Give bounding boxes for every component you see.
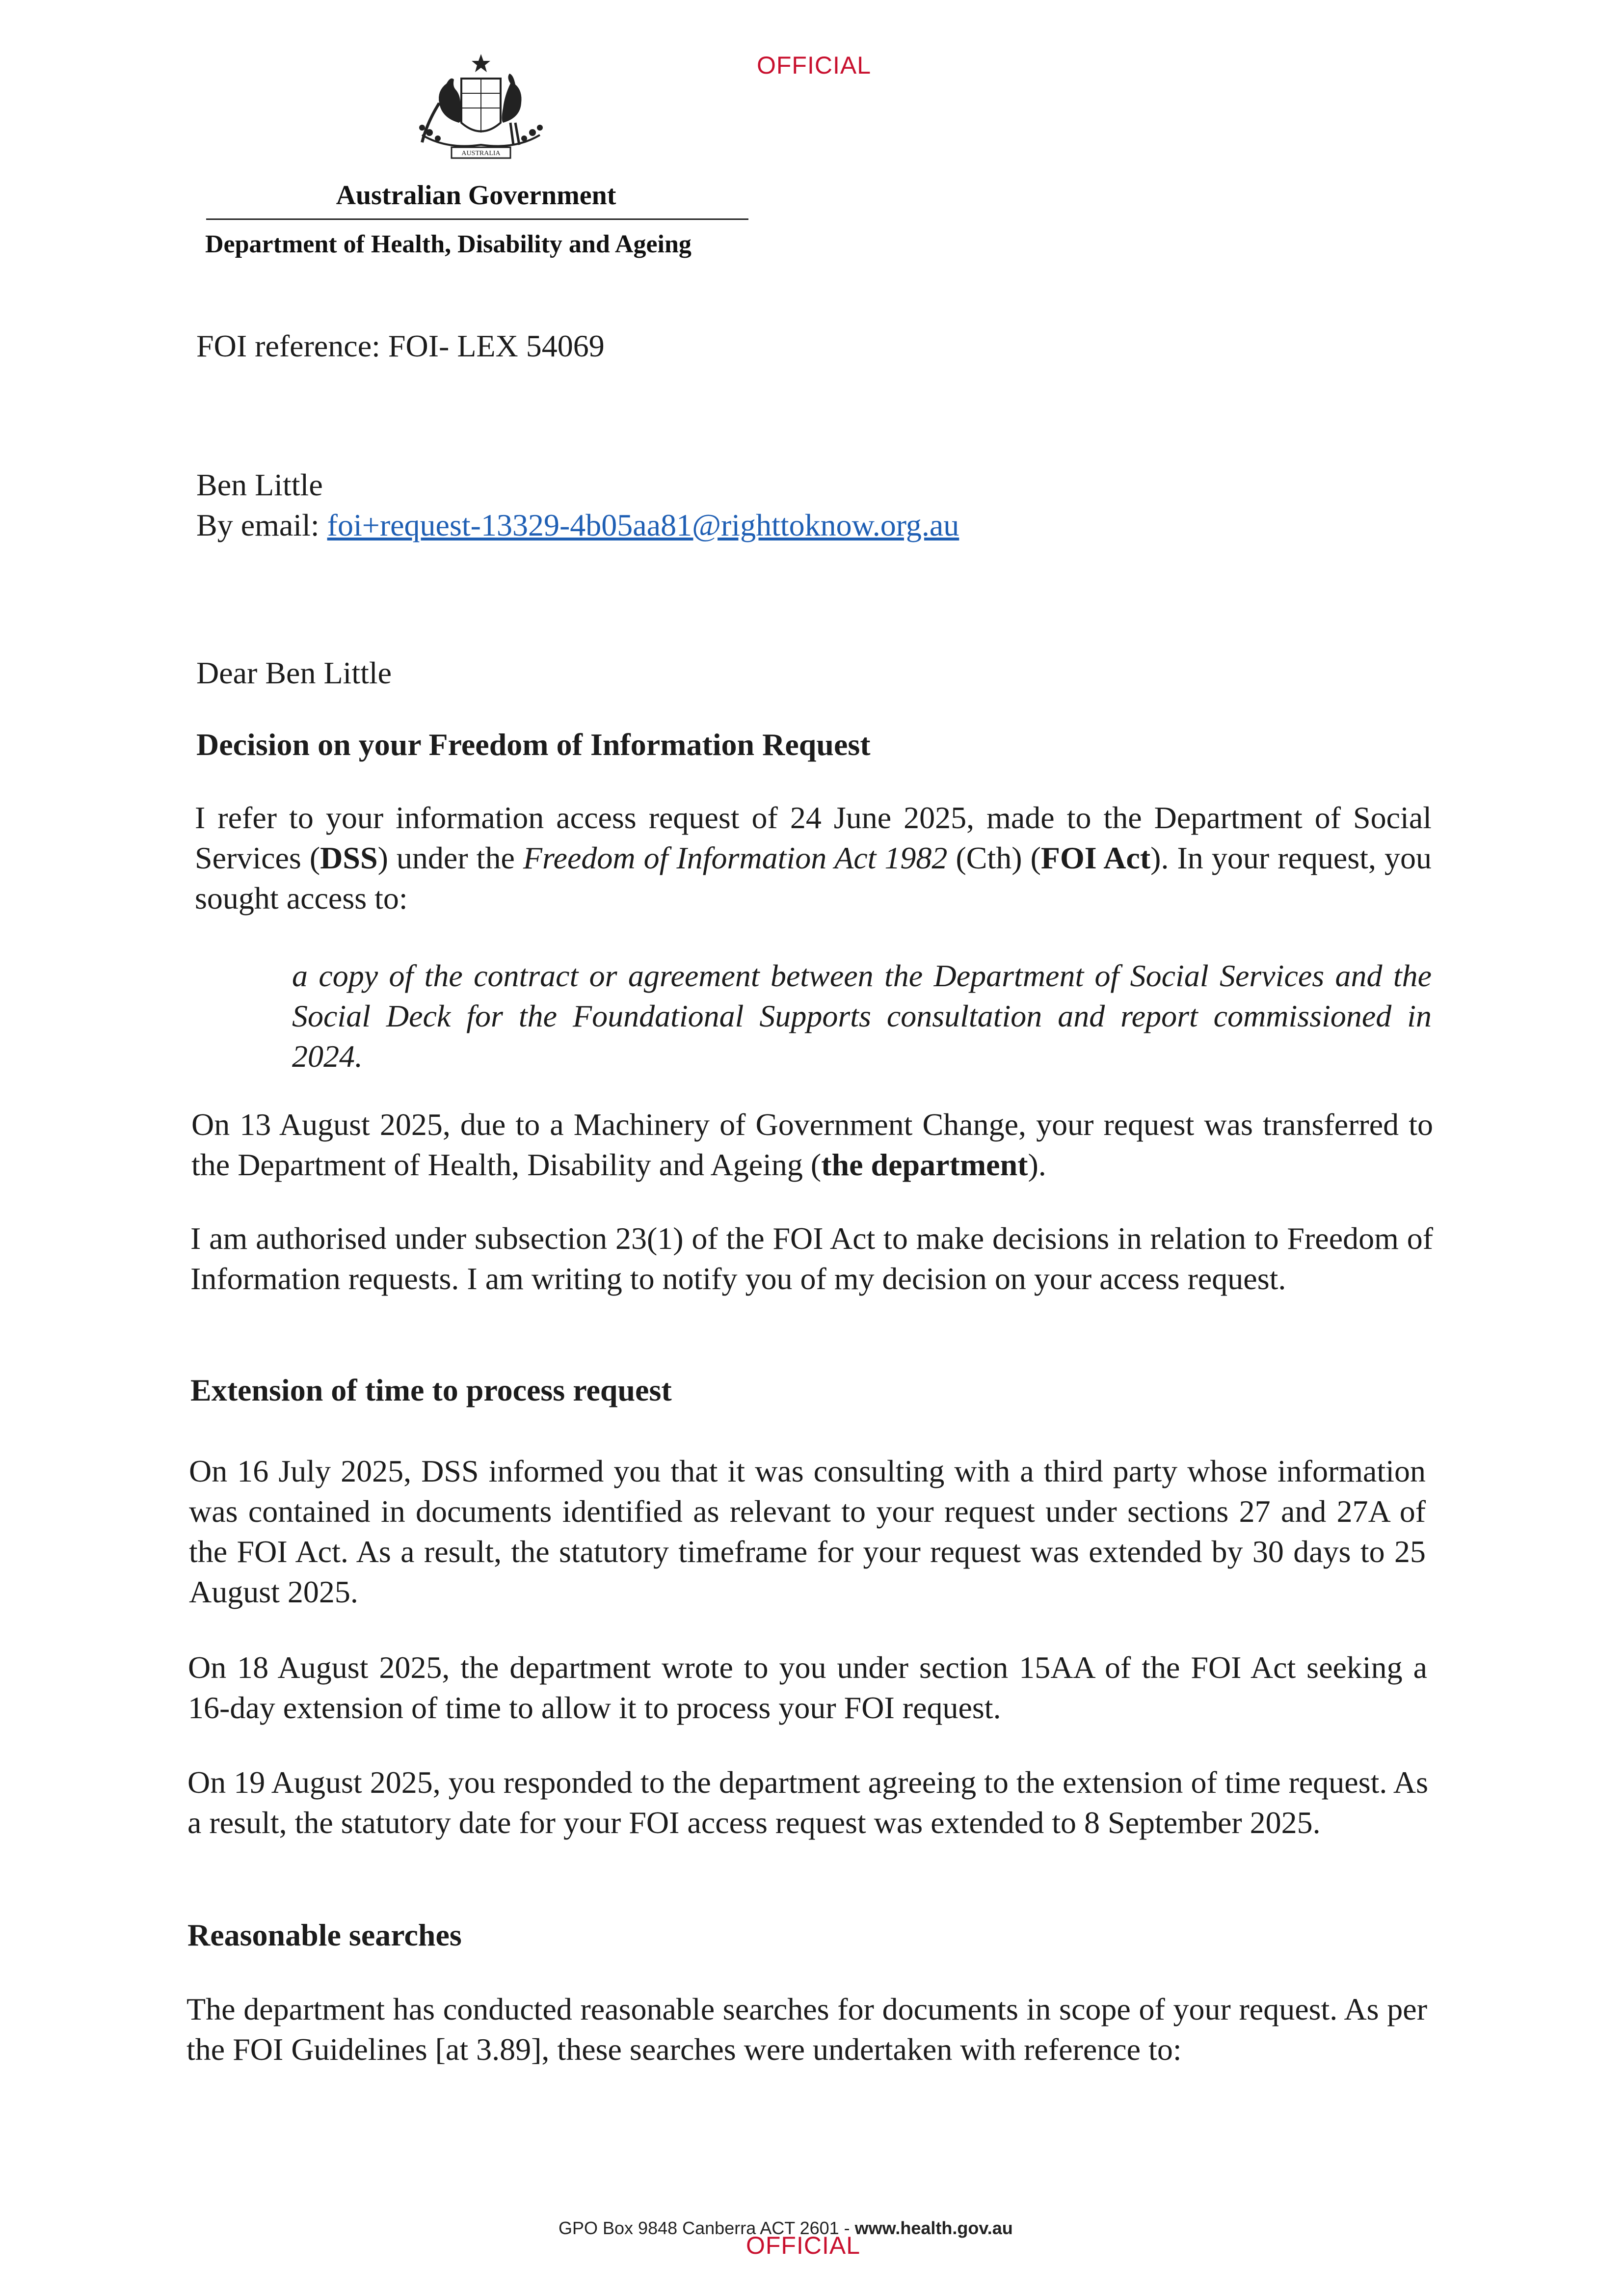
searches-paragraph-1: The department has conducted reasonable searches for documents in scope of your request. As per the FOI Guidelines [at 3.89], these searches were undertaken with reference to: bbox=[186, 1992, 1427, 2067]
transfer-paragraph bbox=[191, 1105, 1433, 1185]
transfer-dept-abbrev: the department bbox=[821, 1147, 1028, 1182]
letter-title: Decision on your Freedom of Information Request bbox=[196, 727, 871, 762]
recipient-email-link[interactable]: foi+request-13329-4b05aa81@righttoknow.org.au bbox=[327, 508, 959, 542]
footer-address: GPO Box 9848 Canberra ACT 2601 - bbox=[559, 2218, 855, 2238]
recipient-name: Ben Little bbox=[196, 467, 323, 502]
extension-paragraph-3: On 19 August 2025, you responded to the department agreeing to the extension of time request. As a result, the statutory date for your FOI access request was extended to 8 September 2025. bbox=[187, 1765, 1428, 1840]
transfer-text-1: On 13 August 2025, due to a Machinery of Government Change, your request was transferred to the Department of Health, Disability and Ageing ( bbox=[191, 1107, 1433, 1182]
authority-paragraph: I am authorised under subsection 23(1) of the FOI Act to make decisions in relation to Freedom of Information requests. I am writing to notify you of my decision on your access request. bbox=[190, 1221, 1433, 1296]
salutation: Dear Ben Little bbox=[196, 655, 392, 690]
intro-text-2: ) under the bbox=[377, 840, 523, 875]
letterhead-divider bbox=[206, 218, 748, 220]
recipient-email-line bbox=[196, 505, 959, 545]
department-name: Department of Health, Disability and Ageing bbox=[205, 230, 692, 258]
classification-marking-top: OFFICIAL bbox=[757, 52, 872, 79]
intro-act-name: Freedom of Information Act 1982 bbox=[523, 840, 948, 875]
email-prefix: By email: bbox=[196, 508, 319, 542]
searches-heading: Reasonable searches bbox=[187, 1918, 462, 1952]
extension-paragraph-2: On 18 August 2025, the department wrote to you under section 15AA of the FOI Act seeking a 16-day extension of time to allow it to process your FOI request. bbox=[188, 1650, 1427, 1725]
transfer-text-2: ). bbox=[1028, 1147, 1046, 1182]
government-name: Australian Government bbox=[336, 180, 616, 211]
extension-paragraph-1: On 16 July 2025, DSS informed you that it was consulting with a third party whose information was contained in documents identified as relevant to your request under sections 27 and 27A of the FOI Act. As a result, the statutory timeframe for your request was extended by 30 days to 25 August 2025. bbox=[189, 1454, 1426, 1609]
intro-paragraph bbox=[195, 798, 1432, 918]
intro-text-3: (Cth) ( bbox=[947, 840, 1041, 875]
extension-heading: Extension of time to process request bbox=[190, 1373, 672, 1407]
intro-dss-abbrev: DSS bbox=[320, 840, 378, 875]
request-quote: a copy of the contract or agreement between the Department of Social Services and the Social Deck for the Foundational Supports consultation and report commissioned in 2024. bbox=[292, 958, 1432, 1074]
footer-website: www.health.gov.au bbox=[854, 2218, 1013, 2238]
classification-marking-bottom: OFFICIAL bbox=[746, 2232, 861, 2259]
foi-reference: FOI reference: FOI- LEX 54069 bbox=[196, 328, 605, 363]
intro-foi-act-abbrev: FOI Act bbox=[1040, 840, 1151, 875]
intro-text-4: ). In your request, you sought access to: bbox=[195, 840, 1432, 916]
coat-of-arms-icon bbox=[393, 49, 569, 167]
crest-motto: AUSTRALIA bbox=[461, 150, 501, 157]
intro-text-1: I refer to your information access request of 24 June 2025, made to the Department of Social Services ( bbox=[195, 800, 1432, 875]
